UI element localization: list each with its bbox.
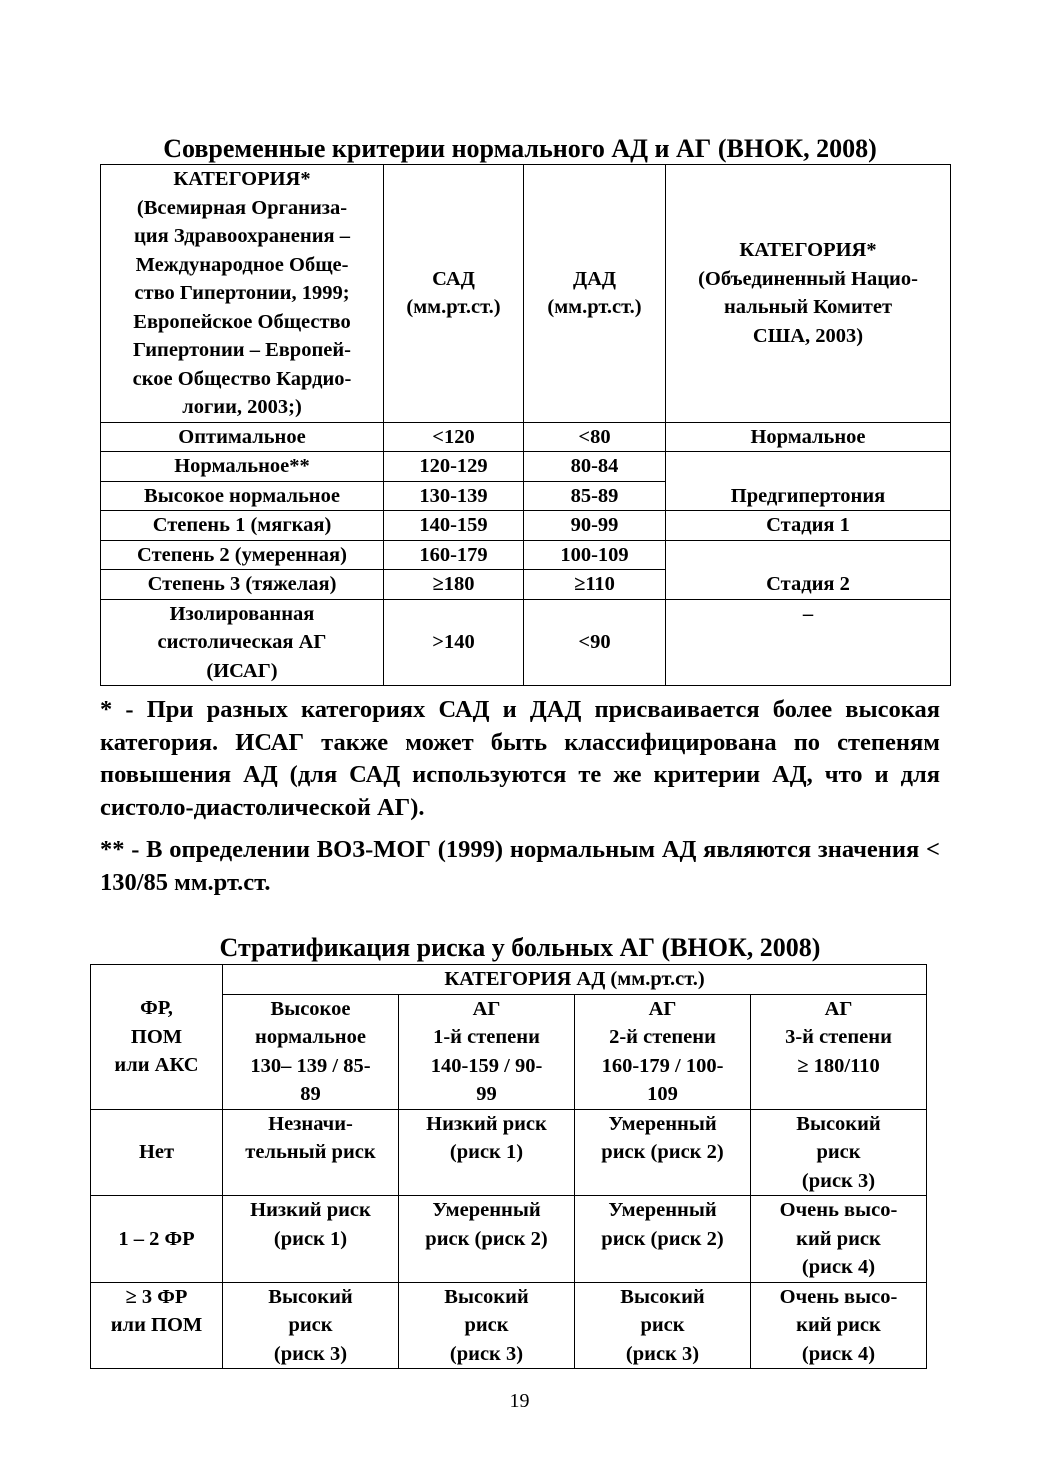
us-category-cell: Нормальное [666, 422, 951, 452]
column-header: АГ 1-й степени 140-159 / 90- 99 [399, 994, 575, 1109]
footnote-1: * - При разных категориях САД и ДАД присваивается более высокая категория. ИСАГ также может быть классифицирована по степеням повышения АД (для САД используются те же критерии АД, что и для систоло-диастолической АГ). [100, 696, 940, 821]
category-cell: Степень 1 (мягкая) [101, 511, 384, 541]
header-sad: САД (мм.рт.ст.) [384, 165, 524, 423]
risk-cell: Умеренный риск (риск 2) [399, 1196, 575, 1283]
table2-title: Стратификация риска у больных АГ (ВНОК, 2008) [219, 933, 821, 962]
us-category-cell: – [666, 599, 951, 686]
dad-cell: ≥110 [524, 570, 666, 600]
sad-cell: 120-129 [384, 452, 524, 482]
header-us-category: КАТЕГОРИЯ* (Объединенный Нацио- нальный Комитет США, 2003) [666, 165, 951, 423]
dad-cell: 85-89 [524, 481, 666, 511]
risk-cell: Умеренный риск (риск 2) [575, 1196, 751, 1283]
risk-cell: Низкий риск (риск 1) [399, 1109, 575, 1196]
table-row [91, 1109, 927, 1196]
header-who-category: КАТЕГОРИЯ* (Всемирная Организа- ция Здравоохранения – Международное Обще- ство Гипертонии, 1999; Европейское Общество Гипертонии – Европей- ское Общество Кардио- логии, 2003;) [101, 165, 384, 423]
category-cell: Степень 2 (умеренная) [101, 540, 384, 570]
table-row [91, 1196, 927, 1283]
risk-cell: Высокий риск (риск 3) [223, 1282, 399, 1369]
dad-cell: 80-84 [524, 452, 666, 482]
bp-criteria-table [100, 164, 951, 686]
risk-cell: Высокий риск (риск 3) [751, 1109, 927, 1196]
risk-cell: Низкий риск (риск 1) [223, 1196, 399, 1283]
table-row [101, 452, 951, 482]
row-label: Нет [91, 1109, 223, 1196]
table-row [91, 1282, 927, 1369]
us-category-cell: Стадия 2 [666, 540, 951, 599]
sad-cell: ≥180 [384, 570, 524, 600]
risk-cell: Очень высо- кий риск (риск 4) [751, 1282, 927, 1369]
table1-title: Современные критерии нормального АД и АГ (ВНОК, 2008) [163, 134, 877, 163]
us-category-cell: Стадия 1 [666, 511, 951, 541]
category-cell: Изолированная систолическая АГ (ИСАГ) [101, 599, 384, 686]
category-cell: Степень 3 (тяжелая) [101, 570, 384, 600]
column-header: АГ 3-й степени ≥ 180/110 [751, 994, 927, 1109]
bp-category-header: КАТЕГОРИЯ АД (мм.рт.ст.) [223, 965, 927, 995]
footnote-2: ** - В определении ВОЗ-МОГ (1999) нормальным АД являются значения < 130/85 мм.рт.ст. [100, 836, 940, 896]
footnotes [100, 694, 940, 909]
risk-cell: Умеренный риск (риск 2) [575, 1109, 751, 1196]
dad-cell: 90-99 [524, 511, 666, 541]
column-header: АГ 2-й степени 160-179 / 100- 109 [575, 994, 751, 1109]
column-header: Высокое нормальное 130– 139 / 85- 89 [223, 994, 399, 1109]
risk-cell: Высокий риск (риск 3) [399, 1282, 575, 1369]
sad-cell: 140-159 [384, 511, 524, 541]
dad-cell: 100-109 [524, 540, 666, 570]
us-category-cell: Предгипертония [666, 452, 951, 511]
risk-cell: Незначи- тельный риск [223, 1109, 399, 1196]
page-number: 19 [509, 1390, 530, 1412]
header-dad: ДАД (мм.рт.ст.) [524, 165, 666, 423]
dad-cell: <90 [524, 599, 666, 686]
risk-cell: Очень высо- кий риск (риск 4) [751, 1196, 927, 1283]
rowhead-header: ФР, ПОМ или АКС [91, 965, 223, 1110]
row-label: 1 – 2 ФР [91, 1196, 223, 1283]
table-row [101, 422, 951, 452]
risk-cell: Высокий риск (риск 3) [575, 1282, 751, 1369]
sad-cell: 160-179 [384, 540, 524, 570]
table-row [101, 511, 951, 541]
table-row [101, 599, 951, 686]
category-cell: Высокое нормальное [101, 481, 384, 511]
dad-cell: <80 [524, 422, 666, 452]
sad-cell: 130-139 [384, 481, 524, 511]
table-row [101, 540, 951, 570]
sad-cell: >140 [384, 599, 524, 686]
category-cell: Оптимальное [101, 422, 384, 452]
category-cell: Нормальное** [101, 452, 384, 482]
sad-cell: <120 [384, 422, 524, 452]
row-label: ≥ 3 ФР или ПОМ [91, 1282, 223, 1369]
risk-stratification-table [90, 964, 927, 1369]
